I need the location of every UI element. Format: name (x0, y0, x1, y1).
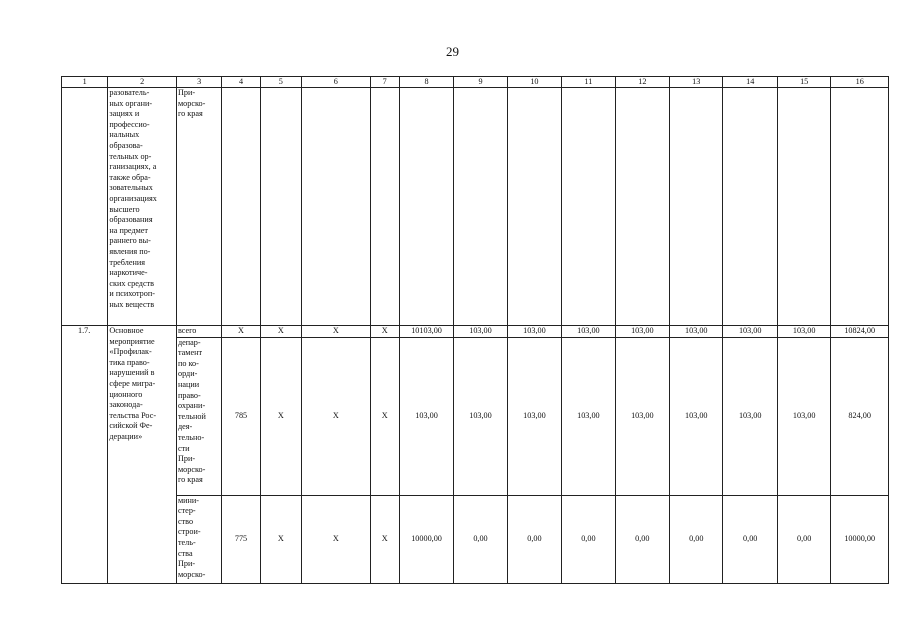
cell-activity-name: разователь- ных органи- зациях и профессио- нальных образова- тельных ор- ганизациях, а также обра- зовательных организациях высшего образования на предмет раннего вы- явления по- требления наркотиче- ских средств и психотроп- ных веществ (108, 88, 177, 326)
cell-value: 0,00 (723, 495, 777, 583)
cell-value: 0,00 (454, 495, 507, 583)
cell-value (260, 88, 301, 326)
cell-number: 1.7. (62, 326, 108, 584)
header-cell: 8 (399, 77, 453, 88)
cell-value (670, 88, 723, 326)
cell-activity-name: Основное мероприятие «Профилак- тика право- нарушений в сфере мигра- ционного законода- тельства Рос- сийской Фе- дерации» (108, 326, 177, 584)
cell-value: Х (222, 326, 260, 338)
header-cell: 4 (222, 77, 260, 88)
cell-value: Х (302, 337, 371, 495)
cell-value (370, 88, 399, 326)
cell-value: Х (370, 337, 399, 495)
cell-value: 103,00 (454, 337, 507, 495)
header-cell: 15 (777, 77, 830, 88)
header-cell: 12 (615, 77, 669, 88)
cell-value: 103,00 (507, 337, 561, 495)
table-row-continuation (62, 88, 889, 326)
cell-value: 0,00 (615, 495, 669, 583)
cell-value: 103,00 (723, 326, 777, 338)
cell-value: 775 (222, 495, 260, 583)
cell-value: 103,00 (507, 326, 561, 338)
cell-executor: мини- стер- ство строи- тель- ства При- морско- (176, 495, 221, 583)
cell-value: 0,00 (670, 495, 723, 583)
cell-value: 103,00 (723, 337, 777, 495)
cell-value (507, 88, 561, 326)
cell-value: Х (370, 495, 399, 583)
header-cell: 16 (831, 77, 889, 88)
cell-value: 785 (222, 337, 260, 495)
header-cell: 3 (176, 77, 221, 88)
cell-executor: При- морско- го края (176, 88, 221, 326)
header-cell: 9 (454, 77, 507, 88)
header-cell: 10 (507, 77, 561, 88)
cell-value (454, 88, 507, 326)
header-cell: 11 (562, 77, 615, 88)
cell-value: 103,00 (399, 337, 453, 495)
cell-value: Х (260, 495, 301, 583)
cell-value: Х (260, 326, 301, 338)
header-cell: 13 (670, 77, 723, 88)
cell-value (777, 88, 830, 326)
cell-value (723, 88, 777, 326)
cell-value (222, 88, 260, 326)
header-cell: 7 (370, 77, 399, 88)
cell-value: 103,00 (562, 337, 615, 495)
header-row (62, 77, 889, 88)
header-cell: 5 (260, 77, 301, 88)
cell-value: Х (302, 495, 371, 583)
cell-value: 103,00 (615, 326, 669, 338)
cell-executor: депар- тамент по ко- орди- нации право- охрани- тельной дея- тельно- сти При- морско- го края (176, 337, 221, 495)
header-cell: 1 (62, 77, 108, 88)
cell-value: 103,00 (562, 326, 615, 338)
cell-executor: всего (176, 326, 221, 338)
header-cell: 6 (302, 77, 371, 88)
header-cell: 14 (723, 77, 777, 88)
cell-value: 103,00 (670, 326, 723, 338)
cell-value: 824,00 (831, 337, 889, 495)
cell-value: Х (260, 337, 301, 495)
cell-value (831, 88, 889, 326)
cell-value (302, 88, 371, 326)
table-row-department (62, 337, 889, 495)
table-row-ministry (62, 495, 889, 583)
cell-value: 103,00 (777, 337, 830, 495)
cell-value: 103,00 (777, 326, 830, 338)
cell-value: 103,00 (615, 337, 669, 495)
cell-number (62, 88, 108, 326)
cell-value: 103,00 (670, 337, 723, 495)
cell-value: 0,00 (562, 495, 615, 583)
cell-value: 10000,00 (831, 495, 889, 583)
cell-value: 103,00 (454, 326, 507, 338)
page-number: 29 (446, 44, 459, 59)
cell-value: Х (302, 326, 371, 338)
cell-value (615, 88, 669, 326)
cell-value (562, 88, 615, 326)
cell-value: 10000,00 (399, 495, 453, 583)
cell-value: 10824,00 (831, 326, 889, 338)
program-table (61, 76, 889, 584)
cell-value: 0,00 (777, 495, 830, 583)
cell-value: Х (370, 326, 399, 338)
header-cell: 2 (108, 77, 177, 88)
cell-value (399, 88, 453, 326)
cell-value: 10103,00 (399, 326, 453, 338)
cell-value: 0,00 (507, 495, 561, 583)
table-row-total (62, 326, 889, 338)
